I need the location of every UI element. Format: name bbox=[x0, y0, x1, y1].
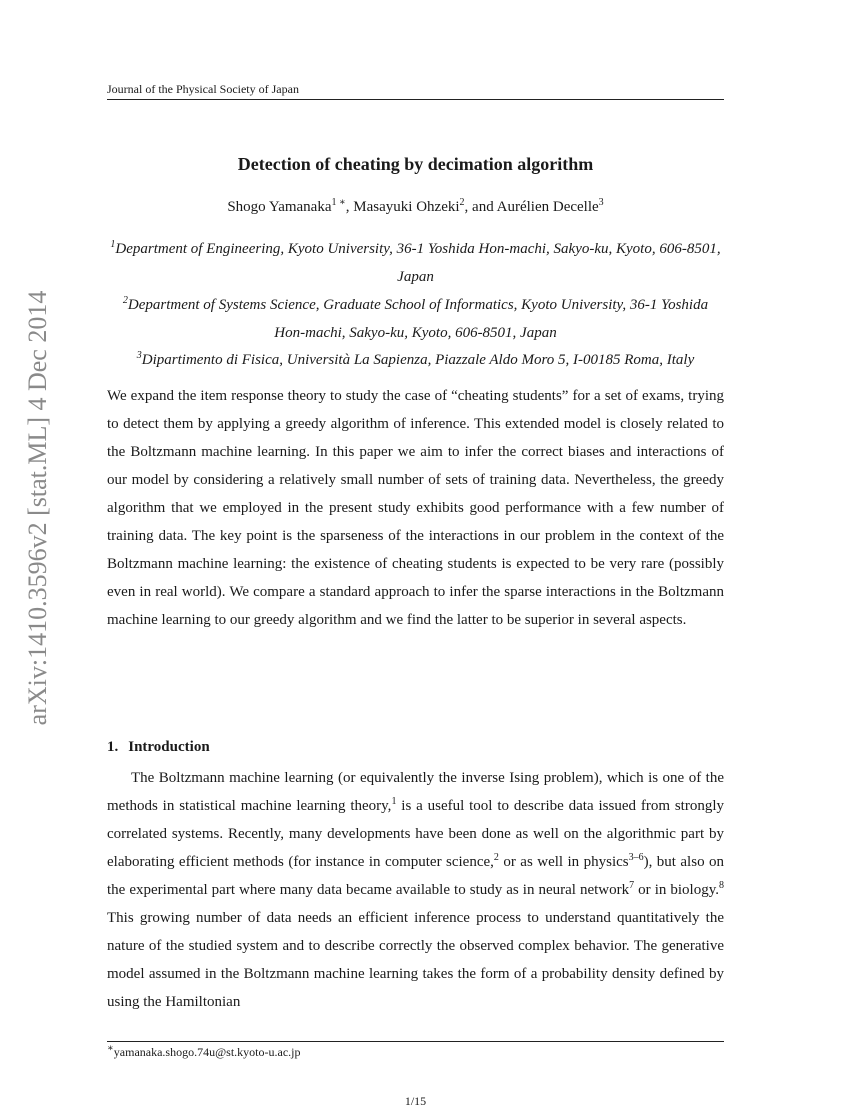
citation-mark: 1 bbox=[391, 796, 397, 807]
affiliation-2 bbox=[107, 291, 724, 347]
body-text-run: The Boltzmann machine learning (or equivalently the inverse Ising problem), which is one of the methods in statistical machine learning theory, bbox=[107, 770, 724, 814]
section-title: Introduction bbox=[128, 739, 210, 755]
journal-name: Journal of the Physical Society of Japan bbox=[107, 82, 299, 96]
author-separator: , bbox=[464, 199, 473, 215]
footnote-email: yamanaka.shogo.74u@st.kyoto-u.ac.jp bbox=[113, 1045, 301, 1059]
paper-title: Detection of cheating by decimation algorithm bbox=[237, 154, 594, 174]
body-text-run: or in biology. bbox=[634, 882, 719, 898]
footnote-mark: ∗ bbox=[107, 1043, 114, 1054]
body-text-run: is a useful tool to describe data issued from strongly correlated systems. Recently, many developments have been done as well on the algorithmic part by elaborating efficient methods (for instance in computer science, bbox=[107, 798, 724, 870]
affiliation-text: Dipartimento di Fisica, Università La Sapienza, Piazzale Aldo Moro 5, I-00185 Roma, Italy bbox=[141, 352, 695, 368]
affiliation-text: Department of Systems Science, Graduate School of Informatics, Kyoto University, 36-1 Yoshida Hon-machi, Sakyo-ku, Kyoto, 606-8501, Japan bbox=[127, 297, 709, 341]
author-separator: , bbox=[345, 199, 354, 215]
affiliation-mark: 1 bbox=[110, 239, 116, 250]
introduction-paragraph bbox=[107, 764, 724, 1016]
affiliation-mark: 3 bbox=[136, 350, 142, 361]
header-rule bbox=[107, 99, 724, 100]
section-heading bbox=[107, 739, 210, 756]
author-mark: 3 bbox=[598, 197, 604, 208]
citation-mark: 2 bbox=[493, 852, 499, 863]
section-number: 1. bbox=[107, 739, 119, 755]
body-text-run: This growing number of data needs an efficient inference process to understand quantitatively the nature of the studied system and to describe correctly the observed complex behavior. The generative model assumed in the Boltzmann machine learning takes the form of a probability density defined by using the Hamiltonian bbox=[107, 910, 724, 1010]
author-mark: 1 ∗ bbox=[331, 197, 346, 208]
body-text-run: or as well in physics bbox=[498, 854, 629, 870]
footnote-rule bbox=[107, 1041, 724, 1042]
author-name: Shogo Yamanaka bbox=[227, 199, 332, 215]
author-name: Masayuki Ohzeki bbox=[353, 199, 460, 215]
arxiv-identifier: arXiv:1410.3596v2 [stat.ML] 4 Dec 2014 bbox=[23, 290, 52, 726]
page-number: 1/15 bbox=[404, 1094, 427, 1108]
author-and: and bbox=[472, 199, 494, 215]
author-list bbox=[107, 199, 724, 216]
affiliation-text: Department of Engineering, Kyoto University, 36-1 Yoshida Hon-machi, Sakyo-ku, Kyoto, 606-8501, Japan bbox=[115, 241, 721, 285]
citation-mark: 7 bbox=[629, 880, 635, 891]
citation-mark: 3–6 bbox=[628, 852, 644, 863]
affiliation-3 bbox=[107, 346, 724, 374]
abstract: We expand the item response theory to study the case of “cheating students” for a set of exams, trying to detect them by applying a greedy algorithm of inference. This extended model is closely related to the Boltzmann machine learning. In this paper we aim to infer the correct biases and interactions of our model by considering a relatively small number of sets of training data. Nevertheless, the greedy algorithm that we employed in the present study exhibits good performance with a few number of training data. The key point is the sparseness of the interactions in our problem in the context of the Boltzmann machine learning: the existence of cheating students is expected to be very rare (possibly even in real world). We compare a standard approach to infer the sparse interactions in the Boltzmann machine learning to our greedy algorithm and we find the latter to be superior in several aspects. bbox=[107, 388, 724, 628]
author-mark: 2 bbox=[459, 197, 465, 208]
affiliation-1 bbox=[107, 235, 724, 291]
affiliation-mark: 2 bbox=[122, 295, 128, 306]
footnote bbox=[107, 1045, 300, 1060]
author-name: Aurélien Decelle bbox=[496, 199, 599, 215]
citation-mark: 8 bbox=[719, 880, 724, 891]
body-text-run: ), but also on the experimental part where many data became available to study as in neural network bbox=[107, 854, 725, 898]
